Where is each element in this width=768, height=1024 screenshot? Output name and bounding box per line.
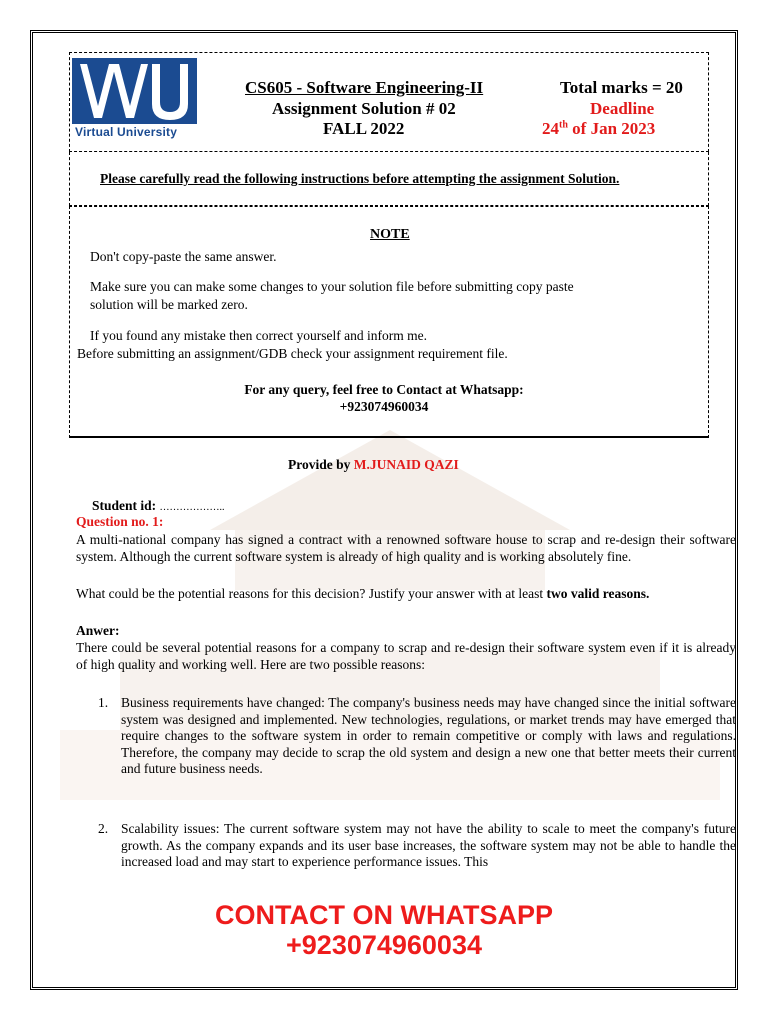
provided-by-prefix: Provide by [288,457,354,472]
note-title: NOTE [370,227,410,242]
query-line-1: For any query, feel free to Contact at Whatsapp: [244,382,524,397]
list-item-text: Business requirements have changed: The company's business needs may have changed since the initial software system was designed and implemented. New technologies, regulations, or market trends may have emerged that require changes to the software system in order to remain competitive or comply with laws and regulations. Therefore, the company may decide to scrap the old system and design a new one that better meets their current and future business needs. [121,695,736,776]
semester: FALL 2022 [323,119,405,138]
note-line-1: Don't copy-paste the same answer. [90,249,277,264]
deadline-suffix: th [559,119,568,131]
query-phone: +923074960034 [339,399,429,414]
list-item-number: 2. [98,821,109,836]
student-id-value: ……………….. [159,502,225,513]
assignment-title: Assignment Solution # 02 [272,99,456,118]
question-text: A multi-national company has signed a contract with a renowned software house to scrap and re-design their software system. Although the current software system is already of high quality and is working absolutely fine. [76,532,736,564]
question-prompt-text: What could be the potential reasons for this decision? Justify your answer with at least [76,586,547,601]
deadline-label: Deadline [590,99,655,118]
list-item-number: 1. [98,695,109,710]
note-line-3: If you found any mistake then correct yourself and inform me. [90,328,428,343]
note-line-2b: solution will be marked zero. [90,297,248,312]
student-id [92,498,225,514]
contact-banner-line-1: CONTACT ON WHATSAPP [215,900,553,930]
answer-intro: There could be several potential reasons for a company to scrap and re-design their software system even if it is already of high quality and working well. Here are two possible reasons: [76,640,736,672]
question-prompt-bold: two valid reasons. [546,586,650,601]
deadline-date [542,119,655,139]
instructions-text: Please carefully read the following instructions before attempting the assignment Solution. [100,171,620,186]
deadline-day: 24 [542,119,559,138]
note-line-2a: Make sure you can make some changes to your solution file before submitting copy paste [90,279,574,294]
logo-caption: Virtual University [75,125,178,139]
provided-by [288,457,459,473]
note-line-4: Before submitting an assignment/GDB check your assignment requirement file. [77,346,508,361]
question-label: Question no. 1: [76,514,164,529]
student-id-label: Student id: [92,498,157,513]
question-prompt [76,586,649,603]
course-title: CS605 - Software Engineering-II [245,78,484,97]
contact-banner-phone: +923074960034 [286,930,482,960]
answer-label: Anwer: [76,623,120,638]
deadline-rest: of Jan 2023 [567,119,656,138]
list-item-text: Scalability issues: The current software system may not have the ability to scale to meet the company's future growth. As the company expands and its user base increases, the software system may not be able to handle the increased load and may start to experience performance issues. This [121,821,736,869]
total-marks: Total marks = 20 [560,78,683,97]
author-name: M.JUNAID QAZI [353,457,459,472]
